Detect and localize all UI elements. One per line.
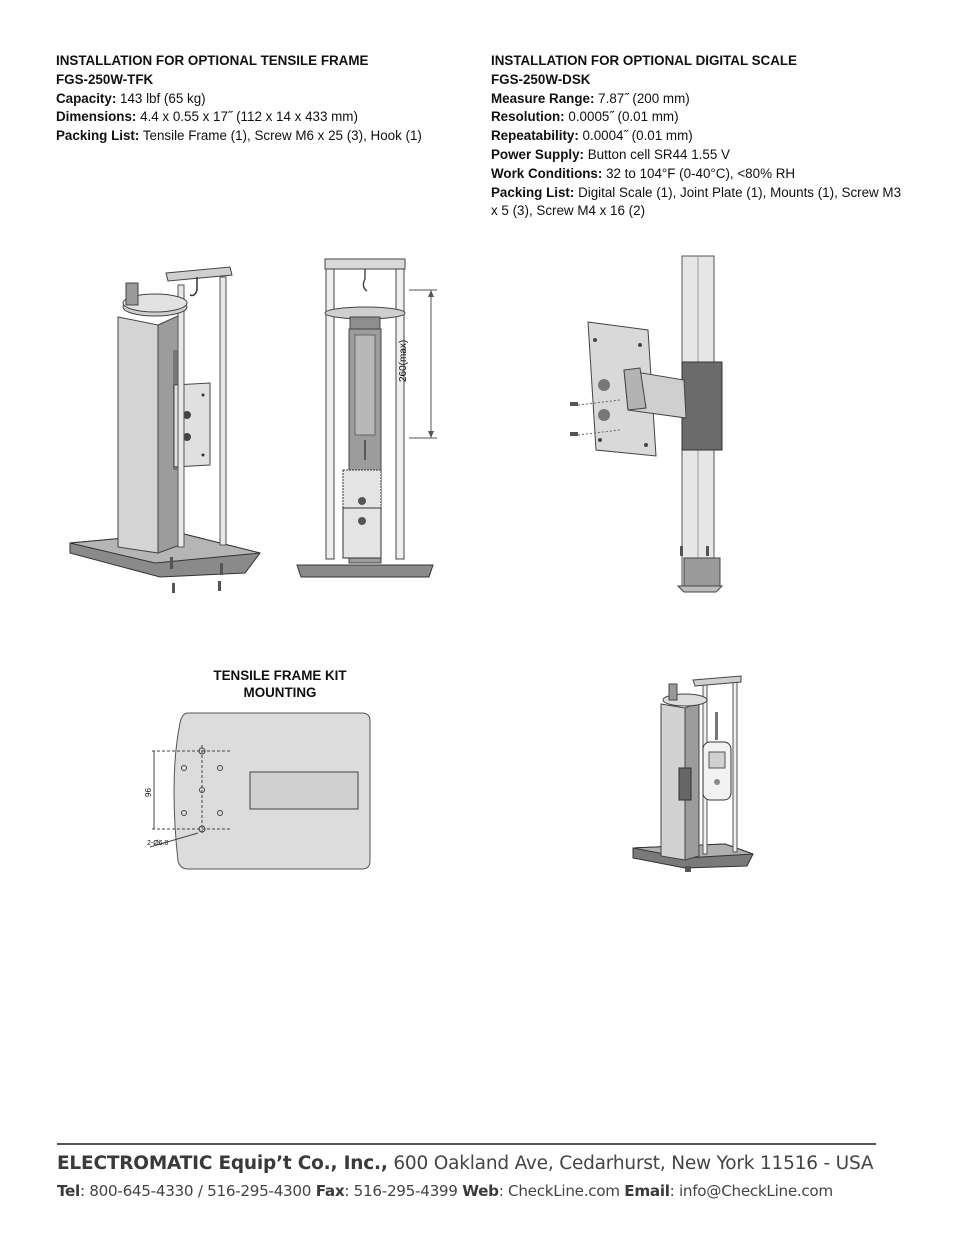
conditions-label: Work Conditions: [491,165,603,181]
repeatability-label: Repeatability: [491,128,579,144]
mounting-hole-label: 2-Ø6.0 [147,840,169,847]
max-dimension-label: 260(max) [398,339,409,382]
tensile-frame-model: FGS-250W-TFK [56,71,154,87]
tensile-frame-front-view [295,255,445,585]
digital-scale-specs [491,52,911,221]
assembled-tester-illustration [625,672,760,877]
footer-rule [57,1143,876,1145]
mounting-caption [190,667,370,701]
capacity-label: Capacity: [56,90,117,106]
footer-company-line [57,1153,873,1174]
fax-value: : 516-295-4399 [344,1182,463,1200]
tel-value: : 800-645-4330 / 516-295-4300 [79,1182,316,1200]
tensile-packing-label: Packing List: [56,128,140,144]
digital-scale-mount-illustration [560,250,740,600]
power-value: Button cell SR44 1.55 V [584,146,730,162]
mounting-caption-line1: TENSILE FRAME KIT [213,668,347,683]
mounting-dim-label: 96 [144,788,153,797]
footer-contact-line [57,1182,833,1200]
dimensions-label: Dimensions: [56,109,137,125]
repeatability-value: 0.0004˝ (0.01 mm) [578,128,693,144]
digital-scale-heading: INSTALLATION FOR OPTIONAL DIGITAL SCALE [491,53,797,68]
conditions-value: 32 to 104°F (0-40°C), <80% RH [602,165,796,181]
email-value[interactable]: : info@CheckLine.com [669,1182,833,1200]
tensile-frame-specs [56,52,422,146]
digital-scale-model: FGS-250W-DSK [491,71,591,87]
web-value[interactable]: : CheckLine.com [498,1182,625,1200]
scale-packing-label: Packing List: [491,184,575,200]
web-label: Web [462,1182,499,1200]
company-name: ELECTROMATIC Equip’t Co., Inc., [57,1153,388,1174]
mounting-caption-line2: MOUNTING [243,685,317,700]
fax-label: Fax [315,1182,345,1200]
dimensions-value: 4.4 x 0.55 x 17˝ (112 x 14 x 433 mm) [136,109,358,125]
range-label: Measure Range: [491,90,595,106]
tel-label: Tel [57,1182,80,1200]
capacity-value: 143 lbf (65 kg) [116,90,206,106]
mounting-plate-drawing [140,705,380,880]
power-label: Power Supply: [491,146,585,162]
tensile-packing-value: Tensile Frame (1), Screw M6 x 25 (3), Hook (1) [139,128,422,144]
tensile-frame-heading: INSTALLATION FOR OPTIONAL TENSILE FRAME [56,53,369,68]
range-value: 7.87˝ (200 mm) [594,90,690,106]
tensile-frame-illustration [60,255,270,600]
email-label: Email [624,1182,670,1200]
company-address: 600 Oakland Ave, Cedarhurst, New York 11516 - USA [387,1153,874,1174]
scale-packing-value: Digital Scale (1), Joint Plate (1), Mounts (1), Screw M3 x 5 (3), Screw M4 x 16 (2) [491,184,902,219]
resolution-value: 0.0005˝ (0.01 mm) [564,109,679,125]
resolution-label: Resolution: [491,109,565,125]
